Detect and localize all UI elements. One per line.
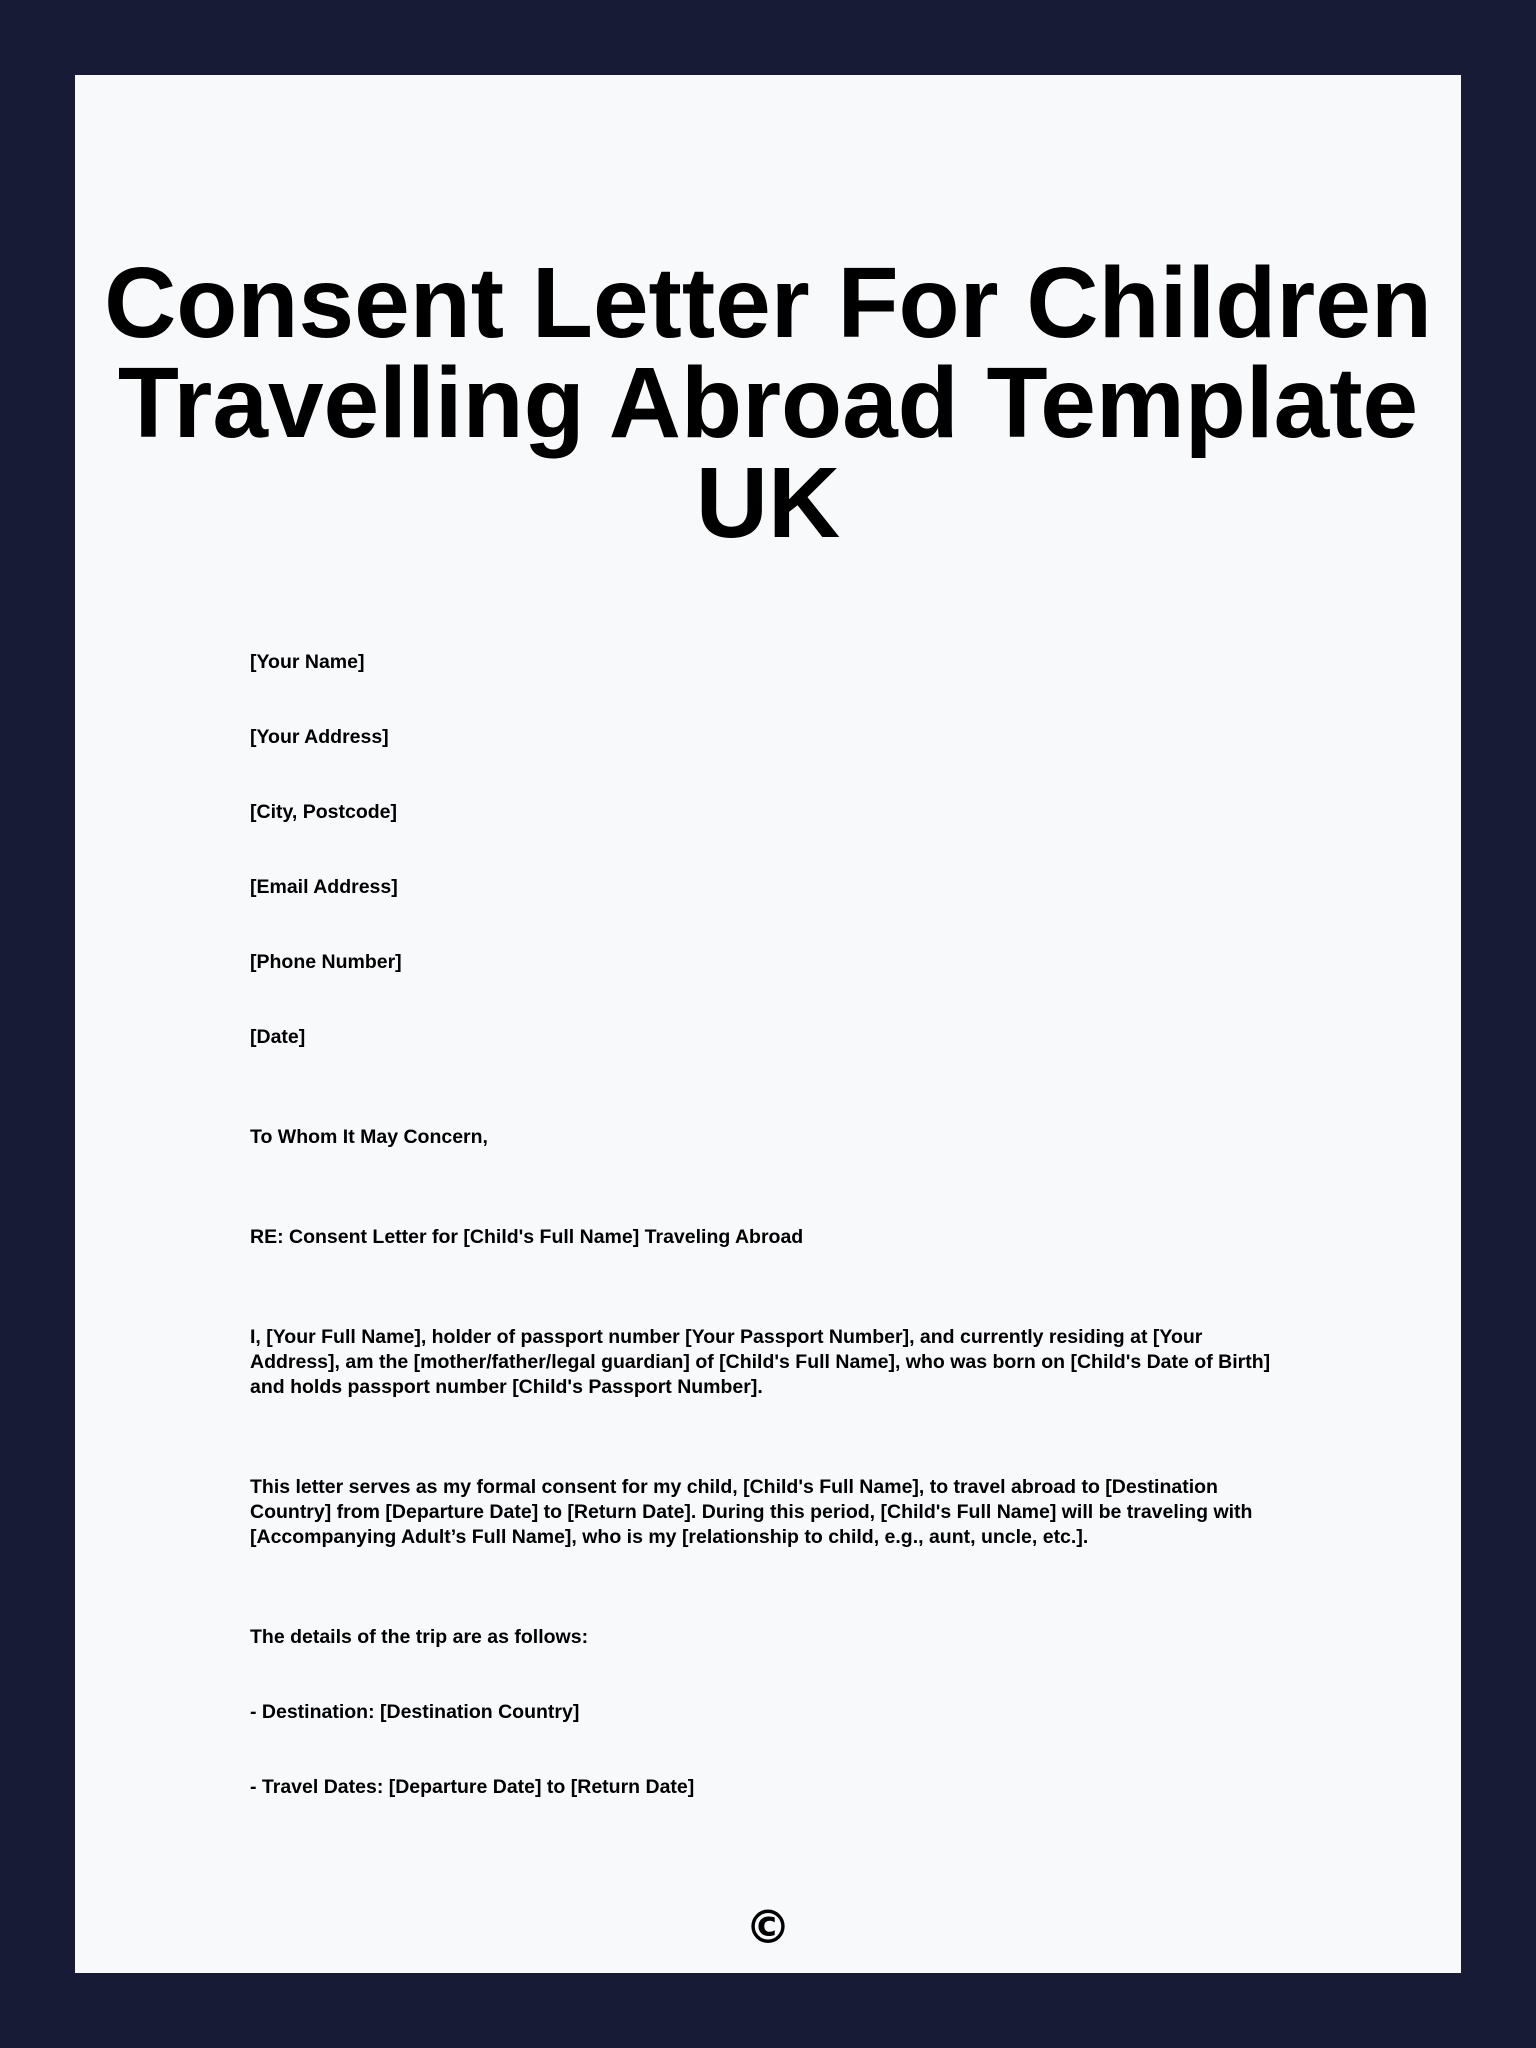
- letter-date: [Date]: [250, 1026, 306, 1048]
- sender-city-postcode: [City, Postcode]: [250, 801, 397, 823]
- paragraph-consent: This letter serves as my formal consent for my child, [Child's Full Name], to travel abroad to [Destination Country] from [Departure Date] to [Return Date]. During this period, [Child's Full Name] will be traveling with [Accompanying Adult’s Full Name], who is my [relationship to child, e.g., aunt, uncle, etc.].: [250, 1476, 1253, 1548]
- salutation: To Whom It May Concern,: [250, 1126, 488, 1148]
- title-line: Travelling Abroad Template: [117, 347, 1419, 459]
- trip-detail-destination: - Destination: [Destination Country]: [250, 1701, 580, 1723]
- sender-phone: [Phone Number]: [250, 951, 402, 973]
- copyright-icon: ©: [745, 1900, 791, 1954]
- trip-detail-dates: - Travel Dates: [Departure Date] to [Return Date]: [250, 1776, 695, 1798]
- sender-name: [Your Name]: [250, 651, 365, 673]
- sender-address: [Your Address]: [250, 726, 389, 748]
- sender-email: [Email Address]: [250, 876, 398, 898]
- document-title: [75, 247, 1461, 559]
- trip-details-intro: The details of the trip are as follows:: [250, 1626, 589, 1648]
- document-page: [75, 75, 1461, 1973]
- paragraph-identity: I, [Your Full Name], holder of passport number [Your Passport Number], and currently residing at [Your Address], am the [mother/father/legal guardian] of [Child's Full Name], who was born on [Child's Date of Birth] and holds passport number [Child's Passport Number].: [250, 1326, 1271, 1398]
- title-line: UK: [695, 447, 841, 559]
- subject-line: RE: Consent Letter for [Child's Full Name] Traveling Abroad: [250, 1226, 804, 1248]
- title-line: Consent Letter For Children: [104, 247, 1432, 359]
